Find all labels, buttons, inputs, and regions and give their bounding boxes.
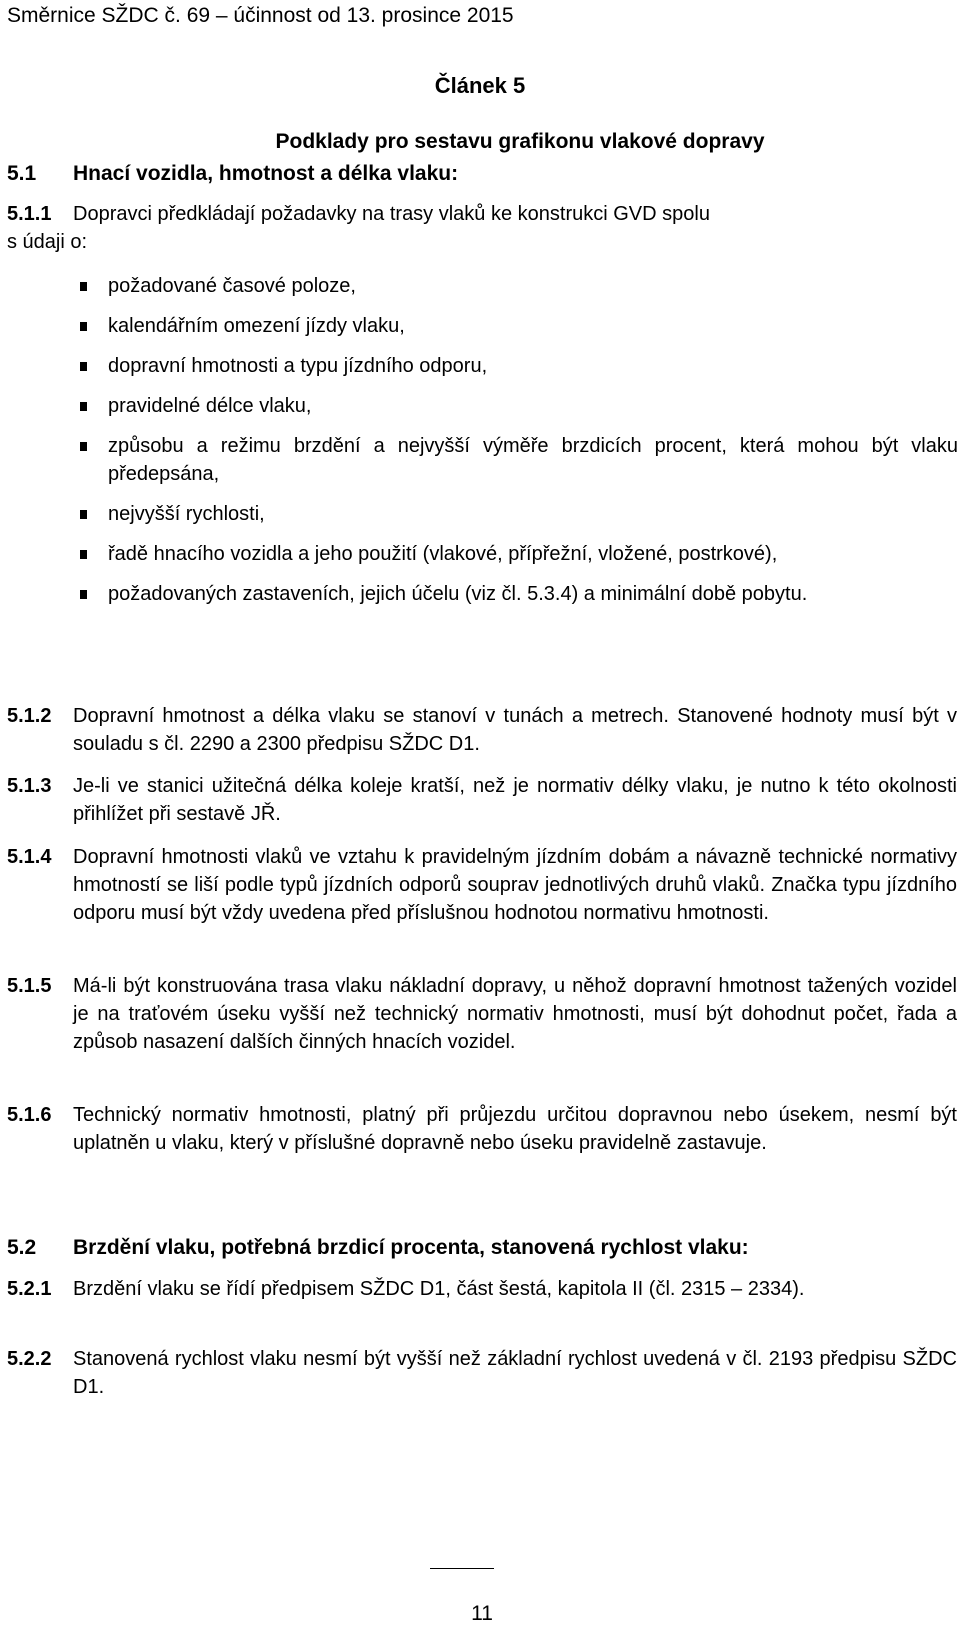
paragraph-number: 5.1.3 (7, 775, 52, 797)
paragraph-5-1-3 (7, 772, 957, 828)
paragraph-number: 5.1.2 (7, 705, 52, 727)
list-item-text: dopravní hmotnosti a typu jízdního odporu, (108, 355, 488, 377)
paragraph-5-1-4 (7, 843, 957, 927)
bullet-square-icon (80, 322, 87, 331)
paragraph-5-2-2 (7, 1345, 957, 1401)
document-header: Směrnice SŽDC č. 69 – účinnost od 13. prosince 2015 (7, 4, 514, 27)
page-number: 11 (471, 1602, 493, 1625)
list-item-text: kalendářním omezení jízdy vlaku, (108, 315, 405, 337)
list-item (80, 272, 958, 300)
section-number: 5.1 (7, 162, 37, 185)
list-item-text: požadovaných zastaveních, jejich účelu (viz čl. 5.3.4) a minimální době pobytu. (108, 583, 808, 605)
list-item-text: způsobu a režimu brzdění a nejvyšší výměře brzdicích procent, která mohou být vlaku předepsána, (108, 435, 958, 485)
list-item-text: řadě hnacího vozidla a jeho použití (vlakové, přípřežní, vložené, postrkové), (108, 543, 778, 565)
paragraph-5-1-5 (7, 972, 957, 1056)
paragraph-5-1-2 (7, 702, 957, 758)
section-title: Hnací vozidla, hmotnost a délka vlaku: (73, 162, 459, 185)
bullet-square-icon (80, 590, 87, 599)
list-item (80, 500, 958, 528)
paragraph-number: 5.2.1 (7, 1278, 52, 1300)
paragraph-number: 5.2.2 (7, 1348, 52, 1370)
list-item (80, 432, 958, 488)
paragraph-5-1-6 (7, 1101, 957, 1157)
paragraph-text: Brzdění vlaku se řídí předpisem SŽDC D1, část šestá, kapitola II (čl. 2315 – 2334). (73, 1278, 805, 1300)
bullet-square-icon (80, 550, 87, 559)
paragraph-number: 5.1.4 (7, 846, 52, 868)
paragraph-text: Technický normativ hmotnosti, platný při průjezdu určitou dopravnou nebo úsekem, nesmí být uplatněn u vlaku, který v příslušné dopravně nebo úseku pravidelně zastavuje. (73, 1104, 957, 1154)
paragraph-text: Je-li ve stanici užitečná délka koleje kratší, než je normativ délky vlaku, je nutno k této okolnosti přihlížet při sestavě JŘ. (73, 775, 957, 825)
bullet-square-icon (80, 442, 87, 451)
bullet-square-icon (80, 282, 87, 291)
paragraph-text: Dopravní hmotnosti vlaků ve vztahu k pravidelným jízdním dobám a návazně technické normativy hmotností se liší podle typů jízdních odporů souprav jednotlivých druhů vlaků. Značka typu jízdního odporu musí být vždy uvedena před příslušnou hodnotou normativu hmotnosti. (73, 846, 957, 924)
list-item (80, 392, 958, 420)
paragraph-text: Stanovená rychlost vlaku nesmí být vyšší než základní rychlost uvedená v čl. 2193 předpisu SŽDC D1. (73, 1348, 957, 1398)
bullet-square-icon (80, 362, 87, 371)
paragraph-number: 5.1.6 (7, 1104, 52, 1126)
requirements-list (80, 272, 958, 620)
paragraph-text: Dopravci předkládají požadavky na trasy vlaků ke konstrukci GVD spolu (73, 203, 710, 225)
paragraph-text: Má-li být konstruována trasa vlaku nákladní dopravy, u něhož dopravní hmotnost tažených vozidel je na traťovém úseku vyšší než technický normativ hmotnosti, musí být dohodnut počet, řada a způsob nasazení dalších činných hnacích vozidel. (73, 975, 957, 1053)
paragraph-text: Dopravní hmotnost a délka vlaku se stanoví v tunách a metrech. Stanovené hodnoty musí být v souladu s čl. 2290 a 2300 předpisu SŽDC D1. (73, 705, 957, 755)
article-subtitle: Podklady pro sestavu grafikonu vlakové dopravy (275, 130, 765, 153)
section-5-2-heading (7, 1234, 749, 1262)
paragraph-5-2-1 (7, 1275, 957, 1303)
bullet-square-icon (80, 510, 87, 519)
list-item (80, 312, 958, 340)
paragraph-number: 5.1.1 (7, 203, 52, 225)
list-item (80, 352, 958, 380)
paragraph-5-1-1 (7, 200, 957, 228)
section-5-1-heading (7, 160, 458, 188)
list-item (80, 580, 958, 608)
paragraph-5-1-1-continuation: s údaji o: (7, 231, 88, 253)
list-item-text: nejvyšší rychlosti, (108, 503, 265, 525)
footer-divider (430, 1568, 494, 1569)
list-item-text: pravidelné délce vlaku, (108, 395, 312, 417)
list-item (80, 540, 958, 568)
list-item-text: požadované časové poloze, (108, 275, 356, 297)
section-title: Brzdění vlaku, potřebná brzdicí procenta, stanovená rychlost vlaku: (73, 1236, 749, 1259)
paragraph-number: 5.1.5 (7, 975, 52, 997)
bullet-square-icon (80, 402, 87, 411)
article-heading: Článek 5 (434, 73, 526, 98)
section-number: 5.2 (7, 1236, 37, 1259)
